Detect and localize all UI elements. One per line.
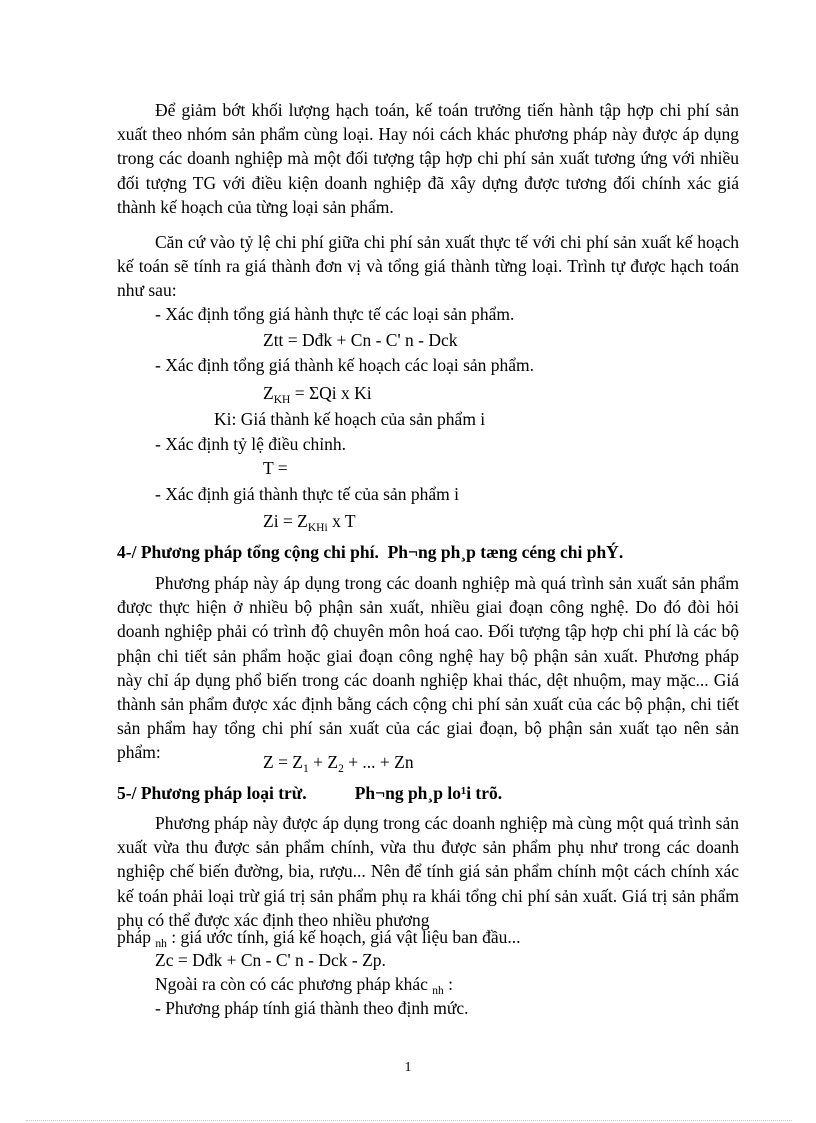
formula-z-sum-b: + Z [308,752,339,772]
formula-zi-rhs: x T [327,511,356,531]
formula-ztt: Ztt = Dđk + Cn - C' n - Dck [263,330,458,350]
formula-zi-lhs: Zi = Z [263,511,308,531]
formula-zi-sub: KHi [307,522,328,534]
ki-note: Ki: Giá thành kế hoạch của sản phẩm i [214,409,486,429]
heading-4-title: 4-/ Phương pháp tổng cộng chi phí. [117,542,379,562]
paragraph-4-last-sub: nh [155,938,167,950]
formula-z-sum-s1: 1 [303,763,309,775]
step-1: - Xác định tổng giá hành thực tế các loại sản phẩm. [155,304,515,324]
formula-z-sum-a: Z = Z [263,752,303,772]
paragraph-1-text: Để giảm bớt khối lượng hạch toán, kế toán trưởng tiến hành tập hợp chi phí sản xuất theo nhóm sản phẩm cùng loại. Hay nói cách khác phương pháp này được áp dụng trong các doanh nghiệp mà một đối tượng tập hợp chi phí sản xuất tương ứng với nhiều đối tượng TG với điều kiện doanh nghiệp đã xây dựng được tương đối chính xác giá thành kế hoạch của từng loại sản phẩm. [117,100,739,217]
paragraph-2 [117,230,739,303]
heading-4 [117,540,623,564]
other-methods-a: Ngoài ra còn có các phương pháp khác [155,974,433,994]
formula-z-sum [263,750,414,781]
heading-5 [117,781,502,805]
paragraph-4 [117,811,739,932]
step-3: - Xác định tỷ lệ điều chỉnh. [155,434,346,454]
footer-divider [26,1120,792,1121]
paragraph-1 [117,98,739,219]
formula-zi [263,509,356,540]
other-methods-b: : [443,974,453,994]
paragraph-4-text: Phương pháp này được áp dụng trong các doanh nghiệp mà cùng một quá trình sản xuất vừa thu được sản phẩm chính, vừa thu được sản phẩm phụ như trong các doanh nghiệp chế biến đường, bia, rượu... Nên để tính giá sản phẩm chính một cách chính xác kế toán phải loại trừ giá trị sản phẩm phụ ra khái tổng chi phí sản xuất. Giá trị sản phẩm phụ có thể được xác định theo nhiều phương [117,813,739,930]
other-methods-sub: nh [432,985,444,997]
formula-z-sum-c: + ... + Zn [343,752,414,772]
paragraph-4-last-a: pháp [117,927,156,947]
heading-5-garbled: Ph¬ng ph¸p lo¹i trõ. [354,783,503,803]
heading-4-garbled: Ph¬ng ph¸p tæng céng chi phÝ. [387,542,624,562]
formula-zkh-sub: KH [273,394,291,406]
heading-5-title: 5-/ Phương pháp loại trừ. [117,783,307,803]
step-2: - Xác định tổng giá thành kế hoạch các loại sản phẩm. [155,355,535,375]
paragraph-2-text: Căn cứ vào tỷ lệ chi phí giữa chi phí sản xuất thực tế với chi phí sản xuất kế hoạch kế toán sẽ tính ra giá thành đơn vị và tổng giá thành từng loại. Trình tự được hạch toán như sau: [117,232,739,301]
step-4: - Xác định giá thành thực tế của sản phẩm i [155,484,459,504]
method-1: - Phương pháp tính giá thành theo định mức. [155,998,469,1018]
paragraph-3 [117,571,739,765]
formula-t: T = [263,458,288,478]
formula-zkh-lhs: Z [263,383,274,403]
formula-z-sum-s2: 2 [338,763,344,775]
formula-zkh-rhs: = ΣQi x Ki [290,383,372,403]
page-number: 1 [404,1060,412,1075]
paragraph-4-last-b: : giá ước tính, giá kế hoạch, giá vật liệu ban đầu... [166,927,521,947]
paragraph-3-text: Phương pháp này áp dụng trong các doanh nghiệp mà quá trình sản xuất sản phẩm được thực hiện ở nhiều bộ phận sản xuất, nhiều giai đoạn công nghệ. Do đó đòi hỏi doanh nghiệp phải có trình độ chuyên môn hoá cao. Đối tượng tập hợp chi phí là các bộ phận chi tiết sản phẩm hoặc giai đoạn công nghệ hay bộ phận sản xuất. Phương pháp này chỉ áp dụng phổ biến trong các doanh nghiệp khai thác, dệt nhuộm, may mặc... Giá thành sản phẩm được xác định bằng cách cộng chi phí sản xuất của các bộ phận, chi tiết sản phẩm hay tổng chi phí sản xuất của các giai đoạn, bộ phận sản xuất tạo nên sản phẩm: [117,573,739,763]
formula-zc: Zc = Dđk + Cn - C' n - Dck - Zp. [155,950,386,970]
